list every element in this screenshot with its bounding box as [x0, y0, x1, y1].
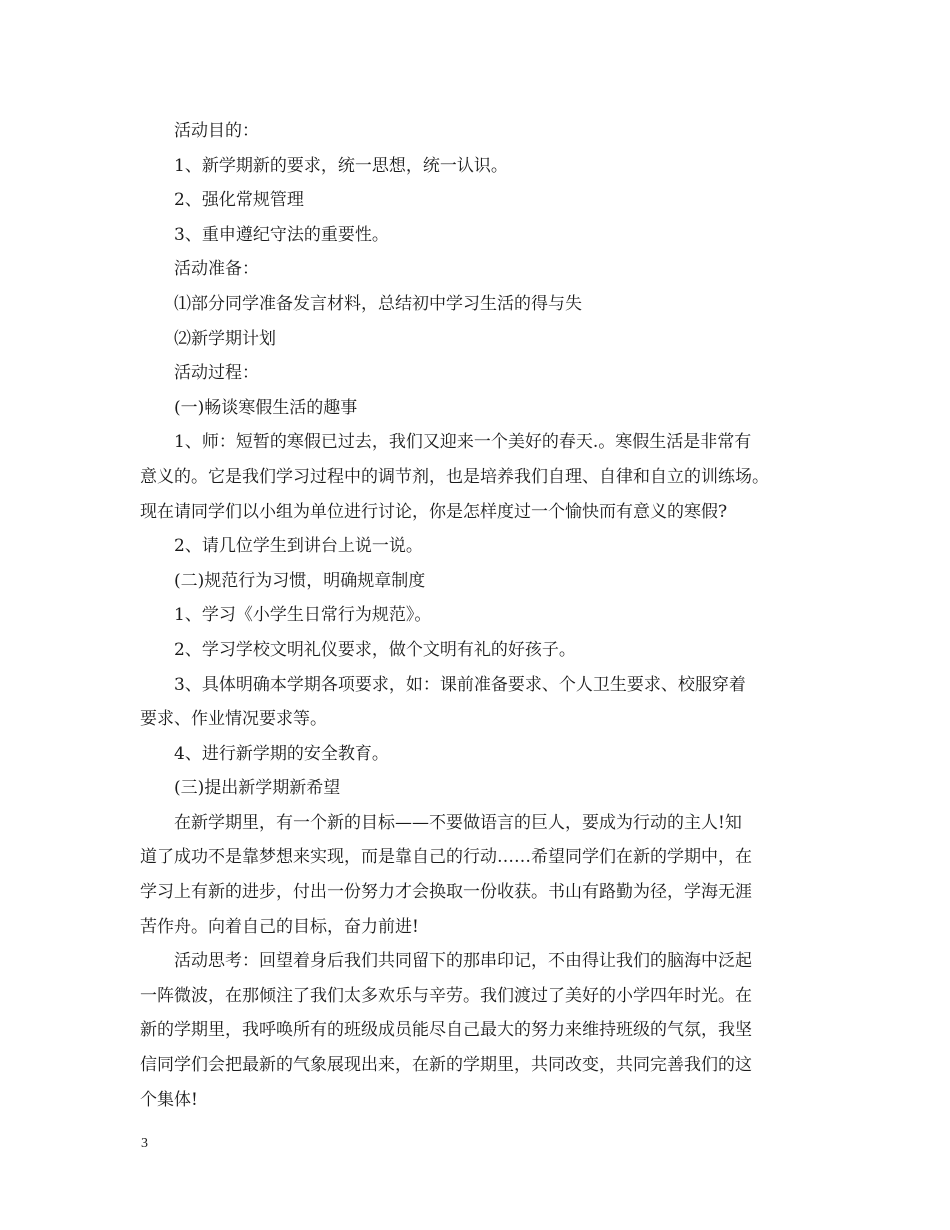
text-line: 意义的。它是我们学习过程中的调节剂，也是培养我们自理、自律和自立的训练场。	[140, 466, 769, 487]
text-line: 3、重申遵纪守法的重要性。	[174, 224, 389, 245]
text-line: 新的学期里，我呼唤所有的班级成员能尽自己最大的努力来维持班级的气氛，我坚	[140, 1020, 752, 1041]
text-line: 1、师：短暂的寒假已过去，我们又迎来一个美好的春天.。寒假生活是非常有	[174, 432, 752, 453]
text-line: 活动过程：	[174, 363, 259, 384]
text-line: 1、新学期新的要求，统一思想，统一认识。	[174, 155, 508, 176]
page-number: 3	[141, 1136, 148, 1151]
text-line: 活动目的：	[174, 121, 259, 141]
text-line: 1、学习《小学生日常行为规范》。	[174, 605, 432, 626]
text-line: 要求、作业情况要求等。	[140, 709, 327, 730]
text-line: 苦作舟。向着自己的目标，奋力前进!	[140, 916, 419, 937]
text-line: 活动思考：回望着身后我们共同留下的那串印记，不由得让我们的脑海中泛起	[174, 951, 752, 972]
text-line: ⑴部分同学准备发言材料，总结初中学习生活的得与失	[174, 293, 582, 314]
text-line: 现在请同学们以小组为单位进行讨论，你是怎样度过一个愉快而有意义的寒假?	[140, 501, 728, 522]
text-line: (三)提出新学期新希望	[174, 778, 341, 799]
text-line: 3、具体明确本学期各项要求，如：课前准备要求、个人卫生要求、校服穿着	[174, 674, 746, 695]
text-line: 学习上有新的进步，付出一份努力才会换取一份收获。书山有路勤为径，学海无涯	[140, 882, 752, 903]
text-line: (二)规范行为习惯，明确规章制度	[174, 570, 426, 591]
text-line: 在新学期里，有一个新的目标——不要做语言的巨人，要成为行动的主人!知	[174, 812, 742, 833]
text-line: 2、请几位学生到讲台上说一说。	[174, 536, 423, 557]
text-line: 2、强化常规管理	[174, 190, 304, 211]
text-line: 4、进行新学期的安全教育。	[174, 743, 389, 764]
text-line: ⑵新学期计划	[174, 328, 276, 349]
text-line: 信同学们会把最新的气象展现出来，在新的学期里，共同改变，共同完善我们的这	[140, 1055, 752, 1076]
text-line: 道了成功不是靠梦想来实现，而是靠自己的行动……希望同学们在新的学期中，在	[140, 847, 752, 868]
text-line: 活动准备：	[174, 259, 259, 280]
document-body	[140, 114, 812, 1117]
text-line: (一)畅谈寒假生活的趣事	[174, 397, 358, 418]
text-line: 2、学习学校文明礼仪要求，做个文明有礼的好孩子。	[174, 639, 576, 660]
text-line: 个集体!	[140, 1089, 198, 1110]
text-line: 一阵微波，在那倾注了我们太多欢乐与辛劳。我们渡过了美好的小学四年时光。在	[140, 985, 752, 1006]
